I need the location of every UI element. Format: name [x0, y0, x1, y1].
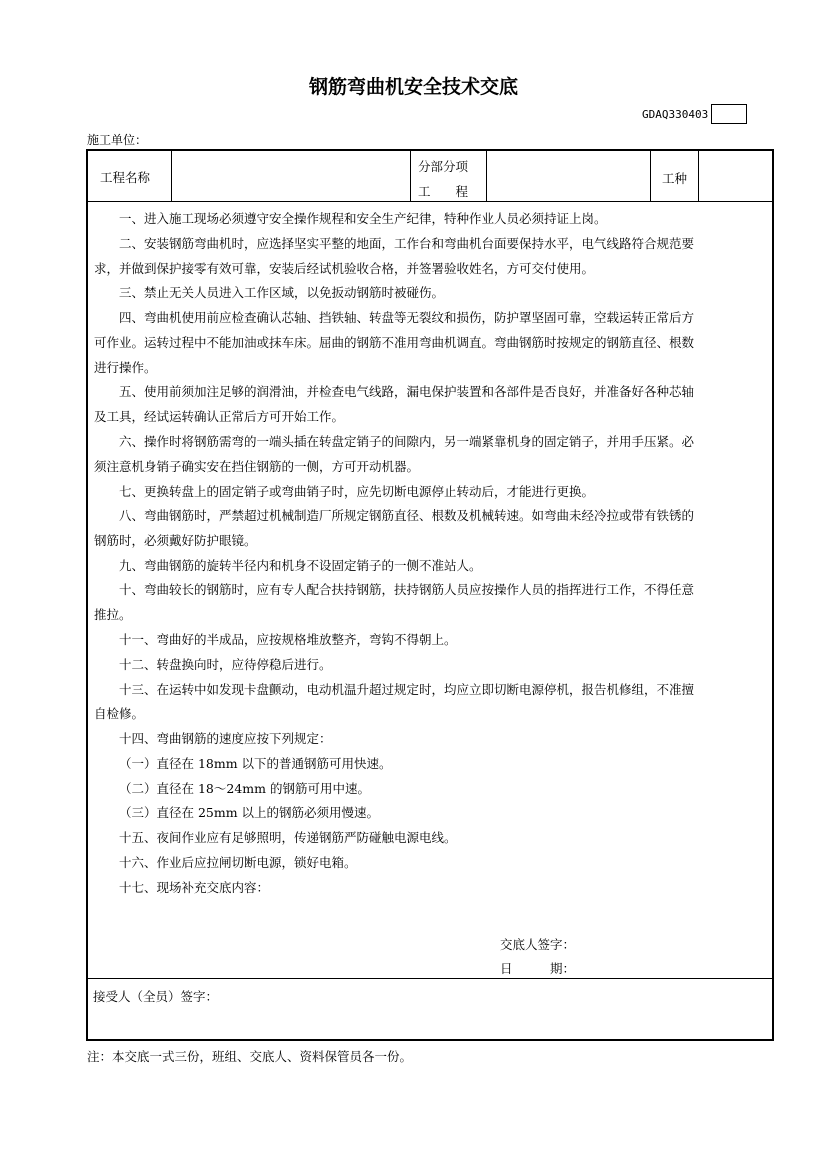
- content-line: 进行操作。: [94, 360, 157, 375]
- content-line: （二）直径在 18～24mm 的钢筋可用中速。: [119, 781, 370, 796]
- receiver-signature-label: 接受人（全员）签字：: [93, 989, 219, 1004]
- content-line: 十四、弯曲钢筋的速度应按下列规定：: [119, 731, 332, 746]
- content-line: 十七、现场补充交底内容：: [119, 880, 270, 895]
- content-line: 二、安装钢筋弯曲机时，应选择坚实平整的地面，工作台和弯曲机台面要保持水平，电气线路符合规范要: [119, 236, 695, 251]
- sub-project-label-line1: 分部分项: [418, 159, 469, 174]
- content-line: 三、禁止无关人员进入工作区域，以免扳动钢筋时被碰伤。: [119, 285, 445, 300]
- content-line: 八、弯曲钢筋时，严禁超过机械制造厂所规定钢筋直径、根数及机械转速。如弯曲未经冷拉或带有铁锈的: [119, 508, 695, 523]
- header-divider: [410, 151, 411, 201]
- content-line: 一、进入施工现场必须遵守安全操作规程和安全生产纪律，特种作业人员必须持证上岗。: [119, 211, 607, 226]
- content-line: 可作业。运转过程中不能加油或抹车床。屈曲的钢筋不准用弯曲机调直。弯曲钢筋时按规定的钢筋直径、根数: [94, 335, 695, 350]
- content-line: 九、弯曲钢筋的旋转半径内和机身不设固定销子的一侧不准站人。: [119, 558, 482, 573]
- content-line: 及工具，经试运转确认正常后方可开始工作。: [94, 409, 345, 424]
- content-line: 十二、转盘换向时，应待停稳后进行。: [119, 657, 332, 672]
- content-line: 十三、在运转中如发现卡盘颤动，电动机温升超过规定时，均应立即切断电源停机，报告机修组，不准擅: [119, 682, 695, 697]
- content-line: （三）直径在 25mm 以上的钢筋必须用慢速。: [119, 805, 380, 820]
- content-line: 十六、作业后应拉闸切断电源，锁好电箱。: [119, 855, 357, 870]
- sub-project-label-line2: 工 程: [418, 184, 469, 199]
- content-line: 须注意机身销子确实安在挡住钢筋的一侧，方可开动机器。: [94, 459, 420, 474]
- document-code: [642, 104, 747, 124]
- document-code-text: GDAQ330403: [642, 107, 709, 121]
- content-line: 求，并做到保护接零有效可靠，安装后经试机验收合格，并签署验收姓名，方可交付使用。: [94, 261, 595, 276]
- project-name-label: 工程名称: [100, 170, 151, 185]
- content-line: 五、使用前须加注足够的润滑油，并检查电气线路，漏电保护装置和各部件是否良好，并准备好各种芯轴: [119, 384, 695, 399]
- content-line: 十五、夜间作业应有足够照明，传递钢筋严防碰触电源电线。: [119, 830, 457, 845]
- form-header-row: [88, 151, 772, 202]
- sub-project-field[interactable]: [487, 151, 650, 201]
- document-title: 钢筋弯曲机安全技术交底: [308, 76, 518, 98]
- trade-field[interactable]: [699, 151, 772, 201]
- footnote: 注：本交底一式三份，班组、交底人、资料保管员各一份。: [87, 1049, 413, 1064]
- discloser-signature-label: 交底人签字：: [500, 937, 576, 952]
- disclosure-date-label: 日 期：: [500, 961, 576, 976]
- header-divider: [650, 151, 651, 201]
- disclosure-form: [86, 149, 774, 1041]
- content-line: 十、弯曲较长的钢筋时，应有专人配合扶持钢筋，扶持钢筋人员应按操作人员的指挥进行工作，不得任意: [119, 582, 695, 597]
- content-line: 六、操作时将钢筋需弯的一端头插在转盘定销子的间隙内，另一端紧靠机身的固定销子，并用手压紧。必: [119, 434, 695, 449]
- content-line: 四、弯曲机使用前应检查确认芯轴、挡铁轴、转盘等无裂纹和损伤，防护罩坚固可靠，空载运转正常后方: [119, 310, 695, 325]
- document-code-box[interactable]: [711, 104, 747, 124]
- disclosure-content: [88, 202, 772, 979]
- content-line: （一）直径在 18mm 以下的普通钢筋可用快速。: [119, 756, 392, 771]
- content-line: 七、更换转盘上的固定销子或弯曲销子时，应先切断电源停止转动后，才能进行更换。: [119, 484, 595, 499]
- content-line: 钢筋时，必须戴好防护眼镜。: [94, 533, 257, 548]
- content-line: 自检修。: [94, 706, 145, 721]
- construction-unit-label: 施工单位：: [87, 133, 148, 147]
- content-line: 十一、弯曲好的半成品，应按规格堆放整齐，弯钩不得朝上。: [119, 632, 457, 647]
- trade-label: 工种: [662, 171, 688, 186]
- content-line: 推拉。: [94, 607, 132, 622]
